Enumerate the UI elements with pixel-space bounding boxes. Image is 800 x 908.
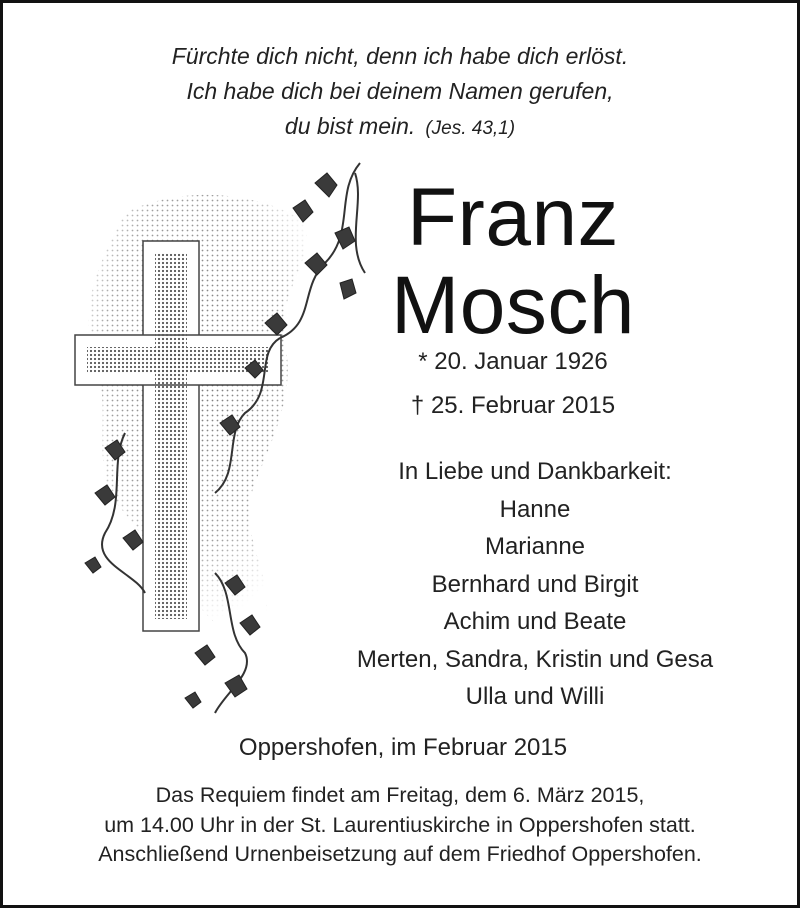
mourners-heading: In Liebe und Dankbarkeit: — [398, 458, 672, 485]
mourner-name: Achim und Beate — [443, 608, 627, 635]
notice-line: um 14.00 Uhr in der St. Laurentiuskirche in Oppershofen statt. — [104, 812, 696, 837]
place-and-date: Oppershofen, im Februar 2015 — [238, 734, 568, 761]
notice-line: Das Requiem findet am Freitag, dem 6. März 2015, — [155, 783, 645, 807]
quote-line: Ich habe dich bei deinem Namen gerufen, — [186, 78, 614, 104]
quote-line: Fürchte dich nicht, denn ich habe dich erlöst. — [171, 43, 629, 69]
mourners-list — [325, 453, 745, 716]
mourner-name: Marianne — [484, 533, 586, 560]
bible-quote — [3, 39, 797, 146]
mourner-name: Ulla und Willi — [465, 683, 605, 710]
mourner-name: Merten, Sandra, Kristin und Gesa — [356, 645, 714, 673]
mourner-name: Hanne — [499, 495, 571, 523]
deceased-first-name: Franz — [406, 172, 620, 263]
service-notice — [3, 781, 797, 870]
quote-reference: (Jes. 43,1) — [425, 118, 516, 139]
notice-line: Anschließend Urnenbeisetzung auf dem Friedhof Oppershofen. — [98, 842, 702, 866]
quote-line — [3, 109, 797, 146]
mourner-name: Bernhard und Birgit — [431, 570, 639, 598]
quote-line-text: du bist mein. — [284, 113, 416, 139]
deceased-last-name: Mosch — [390, 260, 635, 351]
birth-date: * 20. Januar 1926 — [418, 348, 608, 375]
death-date: † 25. Februar 2015 — [410, 392, 616, 419]
